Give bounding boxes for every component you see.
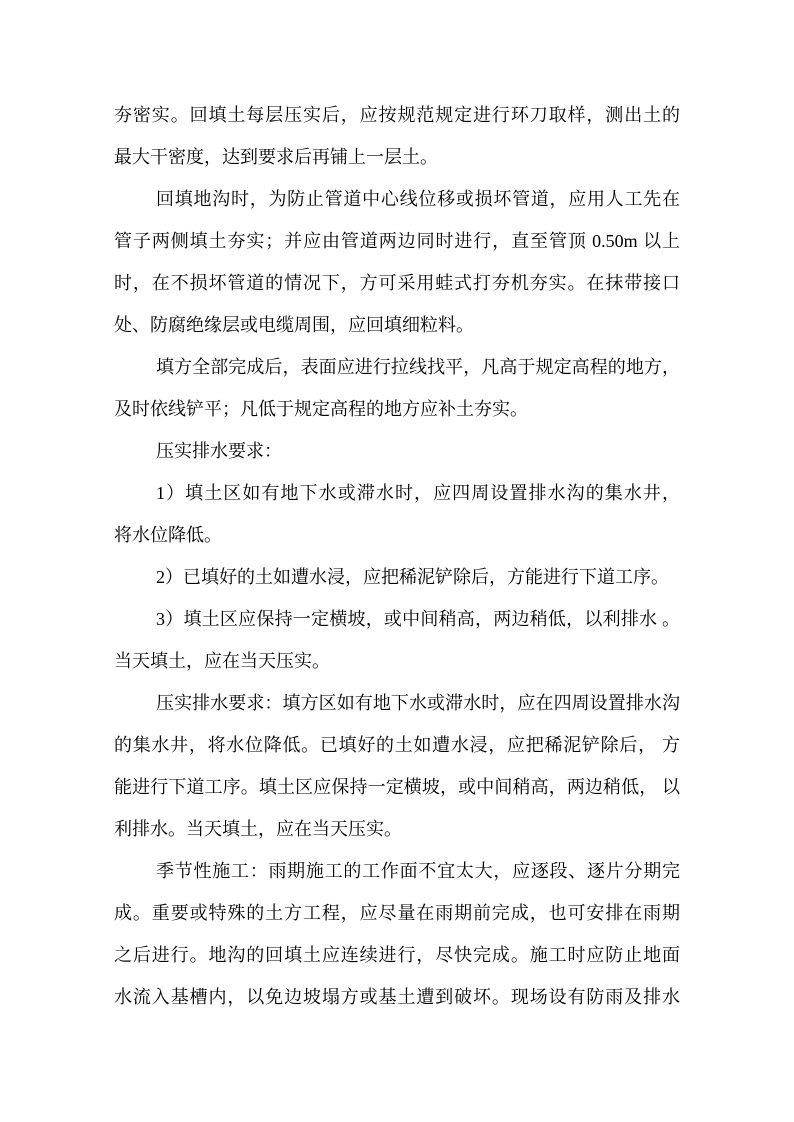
paragraph [114,346,680,430]
text-line: 及时依线铲平；凡低于规定高程的地方应补土夯实。 [114,399,528,419]
text-line: 成。重要或特殊的土方工程，应尽量在雨期前完成，也可安排在雨期 [114,903,680,923]
text-line: 压实排水要求： [156,441,282,461]
text-line: 压实排水要求：填方区如有地下水或滞水时，应在四周设置排水沟 [156,693,680,713]
document-body [114,94,680,1018]
text-line: 将水位降低。 [114,525,222,545]
text-line: 当天填土，应在当天压实。 [114,651,330,671]
paragraph [114,682,680,850]
text-line: 1）填土区如有地下水或滞水时，应四周设置排水沟的集水井， [156,483,680,503]
text-line: 之后进行。地沟的回填土应连续进行，尽快完成。施工时应防止地面 [114,945,680,965]
text-line: 利排水。当天填土，应在当天压实。 [114,819,402,839]
text-line: 最大干密度，达到要求后再铺上一层土。 [114,147,438,167]
text-line: 2）已填好的土如遭水浸，应把稀泥铲除后，方能进行下道工序。 [156,567,669,587]
text-line: 填方全部完成后，表面应进行拉线找平，凡高于规定高程的地方， [156,357,680,377]
text-line: 处、防腐绝缘层或电缆周围，应回填细粒料。 [114,315,474,335]
text-line: 管子两侧填土夯实；并应由管道两边同时进行，直至管顶 0.50m 以上 [114,231,680,251]
text-line: 季节性施工：雨期施工的工作面不宜太大，应逐段、逐片分期完 [156,861,680,881]
paragraph [114,556,680,598]
text-line: 水流入基槽内，以免边坡塌方或基土遭到破坏。现场设有防雨及排水 [114,987,680,1007]
text-line: 时，在不损坏管道的情况下，方可采用蛙式打夯机夯实。在抹带接口 [114,273,680,293]
paragraph [114,472,680,556]
paragraph [114,178,680,346]
paragraph [114,430,680,472]
paragraph [114,94,680,178]
text-line: 的集水井，将水位降低。已填好的土如遭水浸，应把稀泥铲除后， 方 [114,735,680,755]
text-line: 3）填土区应保持一定横坡，或中间稍高，两边稍低，以利排水 。 [156,609,680,629]
paragraph [114,850,680,1018]
text-line: 夯密实。回填土每层压实后，应按规范规定进行环刀取样，测出土的 [114,105,680,125]
paragraph [114,598,680,682]
text-line: 回填地沟时，为防止管道中心线位移或损坏管道，应用人工先在 [156,189,680,209]
text-line: 能进行下道工序。填土区应保持一定横坡，或中间稍高，两边稍低， 以 [114,777,680,797]
